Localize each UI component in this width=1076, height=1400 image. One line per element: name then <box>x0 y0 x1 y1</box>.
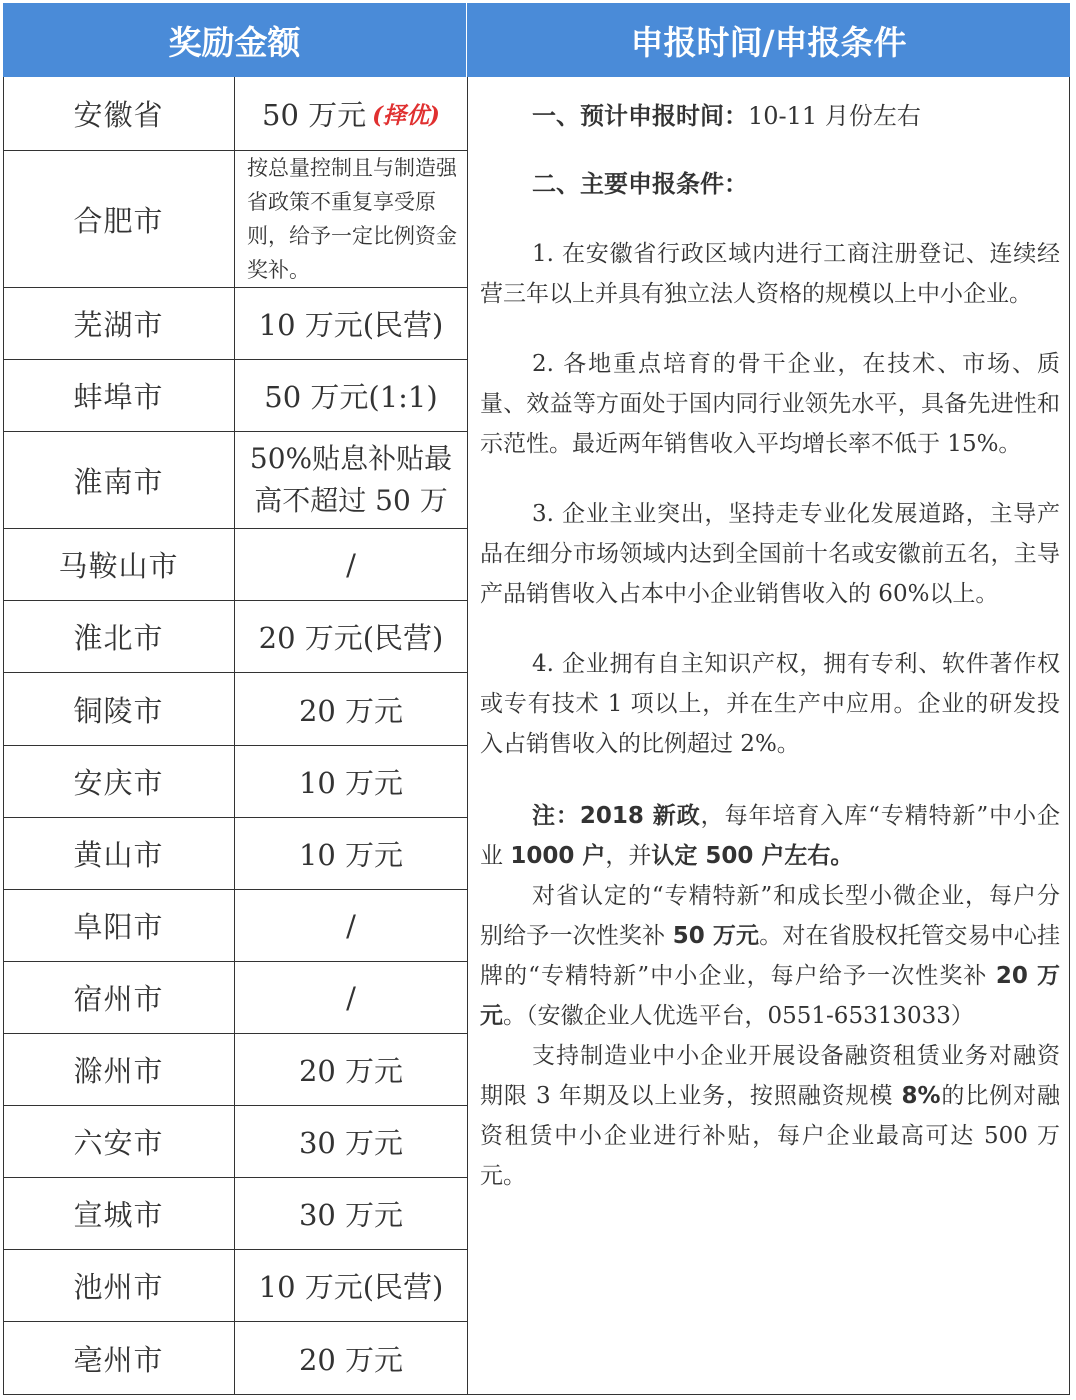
reward-amount: 50%贴息补贴最高不超过 50 万 <box>249 442 453 517</box>
reward-amount: 10 万元 <box>298 838 404 872</box>
condition-item-4: 4. 企业拥有自主知识产权，拥有专利、软件著作权或专有技术 1 项以上，并在生产中应用。企业的研发投入占销售收入的比例超过 2%。 <box>480 651 1060 757</box>
reward-table <box>3 77 467 1394</box>
city-name: 池州市 <box>3 1250 235 1321</box>
reward-amount: 10 万元(民营) <box>258 1270 444 1304</box>
reward-amount: 30 万元 <box>298 1126 404 1160</box>
table-row <box>3 288 467 360</box>
table-row <box>3 1106 467 1178</box>
application-time: 一、预计申报时间：10-11 月份左右 <box>532 101 921 130</box>
condition-item-1: 1. 在安徽省行政区域内进行工商注册登记、连续经营三年以上并具有独立法人资格的规模以上中小企业。 <box>480 241 1060 307</box>
table-row <box>3 890 467 962</box>
city-name: 马鞍山市 <box>3 529 235 600</box>
city-name: 六安市 <box>3 1106 235 1177</box>
reward-amount: 50 万元(1:1) <box>264 380 438 414</box>
table-row <box>3 77 467 151</box>
column-divider <box>467 77 468 1395</box>
city-name: 蚌埠市 <box>3 360 235 431</box>
conditions-panel <box>480 90 1060 1196</box>
header-reward-amount: 奖励金额 <box>3 3 467 77</box>
city-name: 安庆市 <box>3 746 235 817</box>
table-row <box>3 818 467 890</box>
city-name: 宿州市 <box>3 962 235 1033</box>
city-name: 亳州市 <box>3 1322 235 1394</box>
city-name: 合肥市 <box>3 151 235 287</box>
table-row <box>3 673 467 746</box>
table-row <box>3 1250 467 1322</box>
leasing-subsidy-note: 支持制造业中小企业开展设备融资租赁业务对融资期限 3 年期及以上业务，按照融资规模 8%的比例对融资租赁中小企业进行补贴，每户企业最高可达 500 万元。 <box>480 1043 1060 1189</box>
city-name: 滁州市 <box>3 1034 235 1105</box>
reward-amount: / <box>346 547 356 582</box>
city-name: 宣城市 <box>3 1178 235 1249</box>
provincial-reward-note: 对省认定的“专精特新”和成长型小微企业，每户分别给予一次性奖补 50 万元。对在省股权托管交易中心挂牌的“专精特新”中小企业，每户给予一次性奖补 20 万元。（安徽企业人优选平台，0551-65313033） <box>480 883 1061 1029</box>
condition-item-2: 2. 各地重点培育的骨干企业，在技术、市场、质量、效益等方面处于国内同行业领先水平，具备先进性和示范性。最近两年销售收入平均增长率不低于 15%。 <box>480 351 1060 457</box>
table-row <box>3 529 467 601</box>
reward-amount: 按总量控制且与制造强省政策不重复享受原则，给予一定比例资金奖补。 <box>247 156 457 282</box>
table-row <box>3 1034 467 1106</box>
reward-amount: 20 万元 <box>298 1342 404 1377</box>
reward-amount: 30 万元 <box>298 1198 404 1232</box>
reward-amount: 50 万元 (择优) <box>262 98 440 132</box>
reward-amount: / <box>346 908 356 943</box>
header-application-conditions: 申报时间/申报条件 <box>467 3 1070 77</box>
table-row <box>3 432 467 529</box>
city-name: 淮北市 <box>3 601 235 672</box>
reward-amount: 20 万元 <box>298 693 404 728</box>
policy-note: 注：2018 新政，每年培育入库“专精特新”中小企业 1000 户，并认定 500 户左右。 <box>480 803 1060 869</box>
table-row <box>3 151 467 288</box>
reward-amount: 20 万元(民营) <box>258 621 444 655</box>
table-row <box>3 746 467 818</box>
reward-amount: 10 万元(民营) <box>258 308 444 342</box>
table-row <box>3 360 467 432</box>
city-name: 阜阳市 <box>3 890 235 961</box>
city-name: 安徽省 <box>3 77 235 150</box>
city-name: 淮南市 <box>3 432 235 528</box>
selective-tag: (择优) <box>372 102 440 129</box>
table-row <box>3 601 467 673</box>
table-row <box>3 962 467 1034</box>
condition-item-3: 3. 企业主业突出，坚持走专业化发展道路，主导产品在细分市场领域内达到全国前十名或安徽前五名，主导产品销售收入占本中小企业销售收入的 60%以上。 <box>480 501 1060 607</box>
table-row <box>3 1178 467 1250</box>
table-row <box>3 1322 467 1394</box>
city-name: 芜湖市 <box>3 288 235 359</box>
main-conditions-heading: 二、主要申报条件： <box>532 169 748 198</box>
reward-amount: 10 万元 <box>298 766 404 800</box>
reward-amount: 20 万元 <box>298 1054 404 1088</box>
city-name: 铜陵市 <box>3 673 235 745</box>
reward-amount: / <box>346 980 356 1015</box>
city-name: 黄山市 <box>3 818 235 889</box>
